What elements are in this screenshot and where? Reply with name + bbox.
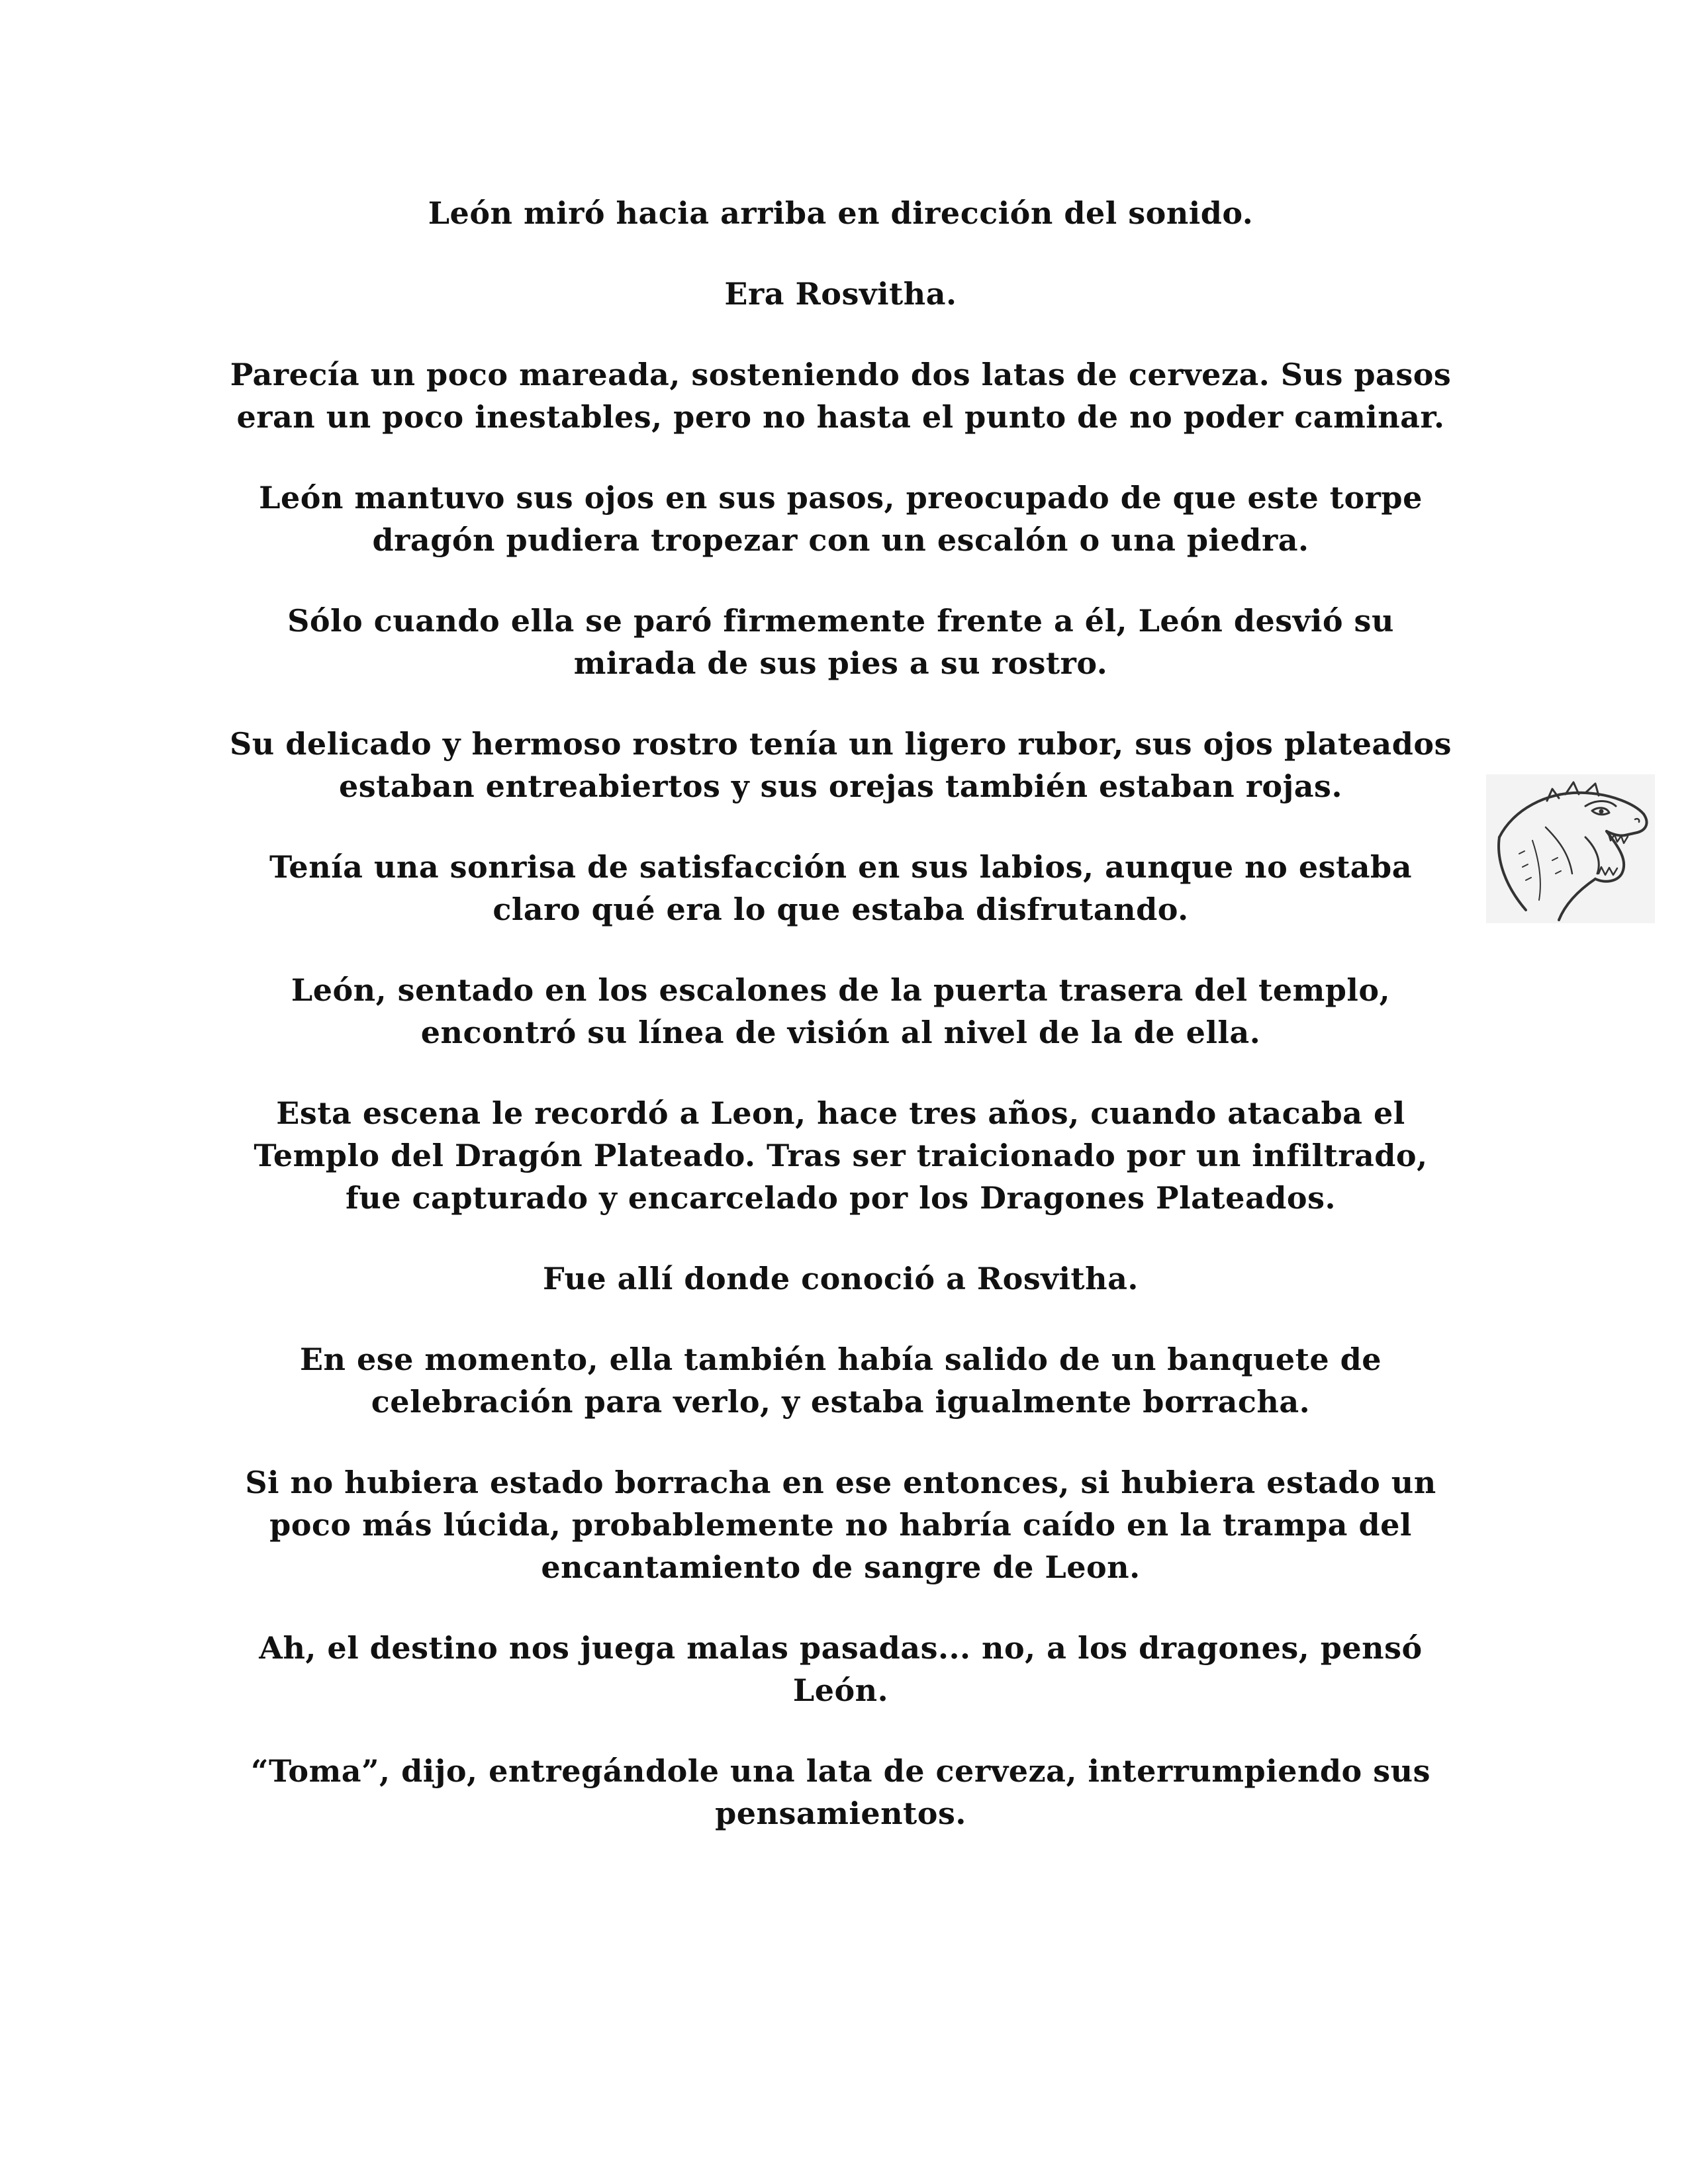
paragraph-8: León, sentado en los escalones de la puerta trasera del templo, encontró su línea de visión al nivel de la de ella. <box>291 972 1391 1050</box>
paragraph-14: “Toma”, dijo, entregándole una lata de cerveza, interrumpiendo sus pensamientos. <box>251 1753 1430 1831</box>
paragraph-9: Esta escena le recordó a Leon, hace tres años, cuando atacaba el Templo del Dragón Plateado. Tras ser traicionado por un infiltrado, fue capturado y encarcelado por los Dragones Plateados. <box>254 1095 1428 1216</box>
paragraph-4: León mantuvo sus ojos en sus pasos, preocupado de que este torpe dragón pudiera tropezar con un escalón o una piedra. <box>259 480 1423 558</box>
paragraph-13: Ah, el destino nos juega malas pasadas... no, a los dragones, pensó León. <box>259 1630 1423 1708</box>
paragraph-10: Fue allí donde conoció a Rosvitha. <box>543 1261 1139 1297</box>
paragraph-3: Parecía un poco mareada, sosteniendo dos latas de cerveza. Sus pasos eran un poco inestables, pero no hasta el punto de no poder caminar. <box>230 357 1452 435</box>
paragraph-7: Tenía una sonrisa de satisfacción en sus labios, aunque no estaba claro qué era lo que estaba disfrutando. <box>269 849 1413 927</box>
paragraph-2: Era Rosvitha. <box>724 276 957 312</box>
paragraph-11: En ese momento, ella también había salido de un banquete de celebración para verlo, y estaba igualmente borracha. <box>299 1342 1382 1420</box>
paragraph-5: Sólo cuando ella se paró firmemente frente a él, León desvió su mirada de sus pies a su rostro. <box>287 603 1394 681</box>
paragraph-1: León miró hacia arriba en dirección del sonido. <box>428 195 1254 231</box>
paragraph-12: Si no hubiera estado borracha en ese entonces, si hubiera estado un poco más lúcida, probablemente no habría caído en la trampa del encantamiento de sangre de Leon. <box>245 1465 1436 1585</box>
paragraph-6: Su delicado y hermoso rostro tenía un ligero rubor, sus ojos plateados estaban entreabiertos y sus orejas también estaban rojas. <box>230 726 1452 804</box>
dragon-head-sketch-icon <box>1486 774 1655 923</box>
story-text <box>225 192 1456 1873</box>
